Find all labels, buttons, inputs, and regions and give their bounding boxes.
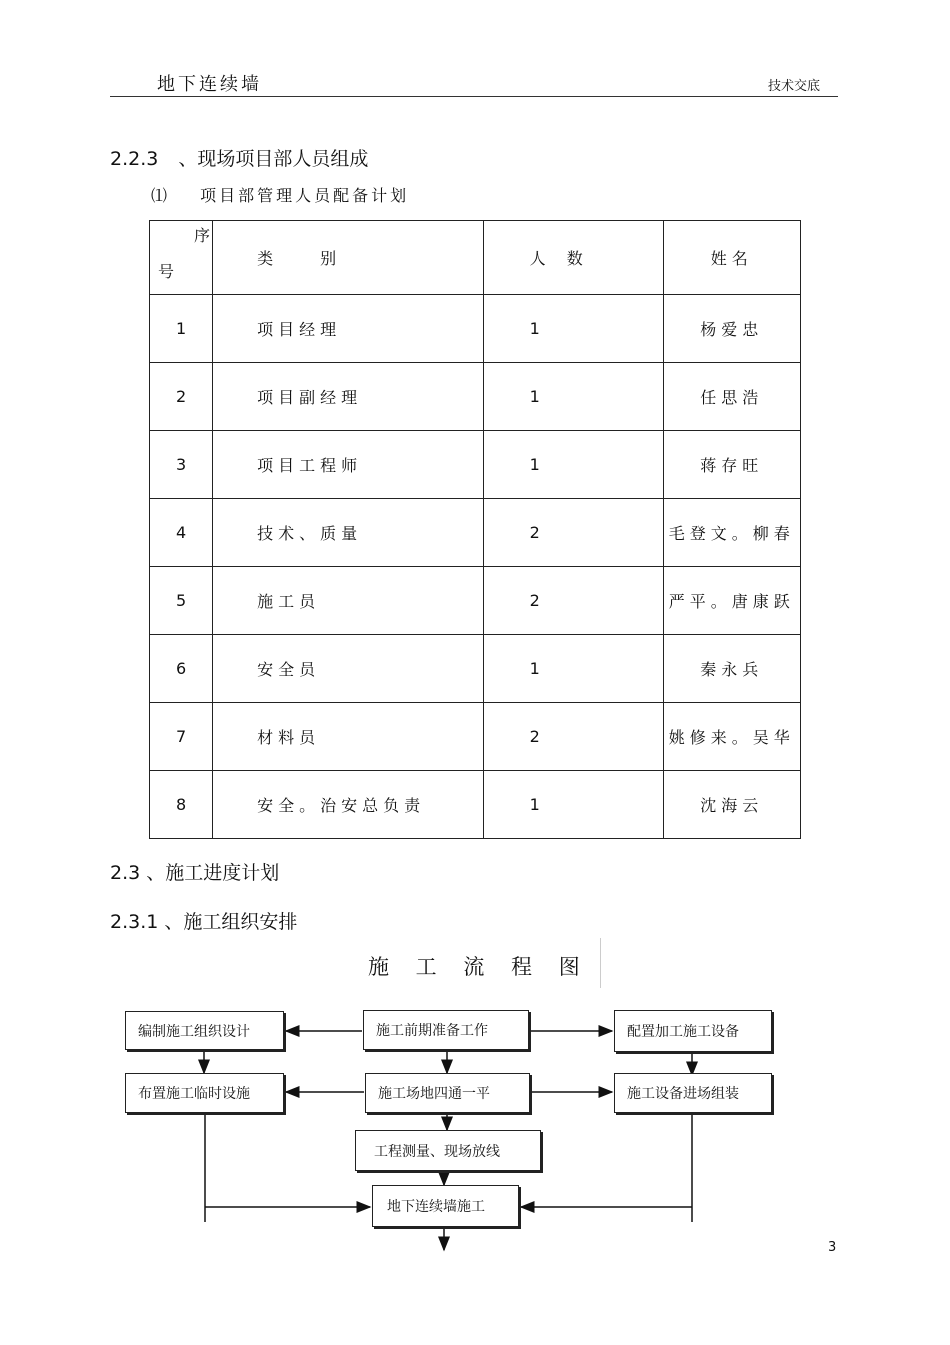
flow-box-temp-facilities: [125, 1073, 284, 1113]
cell-name: 任思浩: [663, 363, 800, 431]
cell-count: 1: [483, 363, 663, 431]
cell-count: 2: [483, 499, 663, 567]
cell-name: 沈海云: [663, 771, 800, 839]
cell-name: 姚修来。吴华: [663, 703, 800, 771]
cell-category: 安全员: [213, 635, 484, 703]
cell-category: 项目经理: [213, 295, 484, 363]
subsection-1-marker: ⑴: [151, 186, 171, 205]
cell-name: 秦永兵: [663, 635, 800, 703]
cell-name: 严平。唐康跃: [663, 567, 800, 635]
cell-category: 材料员: [213, 703, 484, 771]
subsection-1-title: 项目部管理人员配备计划: [200, 186, 410, 205]
flow-box-design: [125, 1011, 284, 1050]
flow-box-prep-label: 施工前期准备工作: [376, 1023, 488, 1039]
cell-name: 毛登文。柳春: [663, 499, 800, 567]
flow-box-design-label: 编制施工组织设计: [138, 1023, 250, 1040]
cell-seq: 3: [150, 431, 213, 499]
cell-count: 1: [483, 771, 663, 839]
cell-category: 施工员: [213, 567, 484, 635]
cell-seq: 6: [150, 635, 213, 703]
flowchart-title: 施 工 流 程 图: [368, 955, 590, 979]
cell-count: 2: [483, 567, 663, 635]
header-count: 人 数: [483, 221, 663, 295]
section-223-title: 、现场项目部人员组成: [178, 148, 369, 170]
section-231-heading: 2.3.1 、施工组织安排: [110, 911, 298, 933]
flow-box-equip-config-label: 配置加工施工设备: [627, 1024, 739, 1040]
header-name: 姓名: [663, 221, 800, 295]
section-223-number: 2.2.3: [110, 148, 159, 170]
header-seq-bottom: 号: [158, 262, 175, 281]
cell-count: 1: [483, 635, 663, 703]
flow-box-wall: [372, 1185, 519, 1227]
cell-seq: 4: [150, 499, 213, 567]
cell-count: 1: [483, 295, 663, 363]
cell-seq: 1: [150, 295, 213, 363]
header-category: 类 别: [213, 221, 484, 295]
flow-box-temp-facilities-label: 布置施工临时设施: [138, 1086, 250, 1102]
cell-seq: 7: [150, 703, 213, 771]
flow-box-site-level: [365, 1073, 530, 1113]
header-title: 地下连续墙: [157, 74, 262, 95]
header-right-label: 技术交底: [768, 79, 821, 94]
page-number: 3: [828, 1240, 837, 1255]
cell-name: 杨爱忠: [663, 295, 800, 363]
section-23-heading: 2.3 、施工进度计划: [110, 862, 280, 884]
cell-seq: 2: [150, 363, 213, 431]
cell-category: 项目副经理: [213, 363, 484, 431]
flow-box-equip-assemble: [614, 1073, 772, 1113]
flow-box-equip-assemble-label: 施工设备进场组装: [627, 1086, 739, 1102]
cell-category: 安全。治安总负责: [213, 771, 484, 839]
cell-seq: 5: [150, 567, 213, 635]
flow-box-wall-label: 地下连续墙施工: [387, 1199, 485, 1215]
cell-seq: 8: [150, 771, 213, 839]
flow-box-site-level-label: 施工场地四通一平: [378, 1086, 490, 1102]
cell-category: 项目工程师: [213, 431, 484, 499]
cell-count: 1: [483, 431, 663, 499]
flow-box-prep: [363, 1010, 529, 1050]
flow-box-equip-config: [614, 1010, 772, 1052]
cell-count: 2: [483, 703, 663, 771]
header-seq-top: 序: [194, 226, 211, 245]
cell-category: 技术、质量: [213, 499, 484, 567]
flow-box-survey-label: 工程测量、现场放线: [374, 1143, 500, 1160]
cell-name: 蒋存旺: [663, 431, 800, 499]
flow-box-survey: [355, 1130, 541, 1171]
